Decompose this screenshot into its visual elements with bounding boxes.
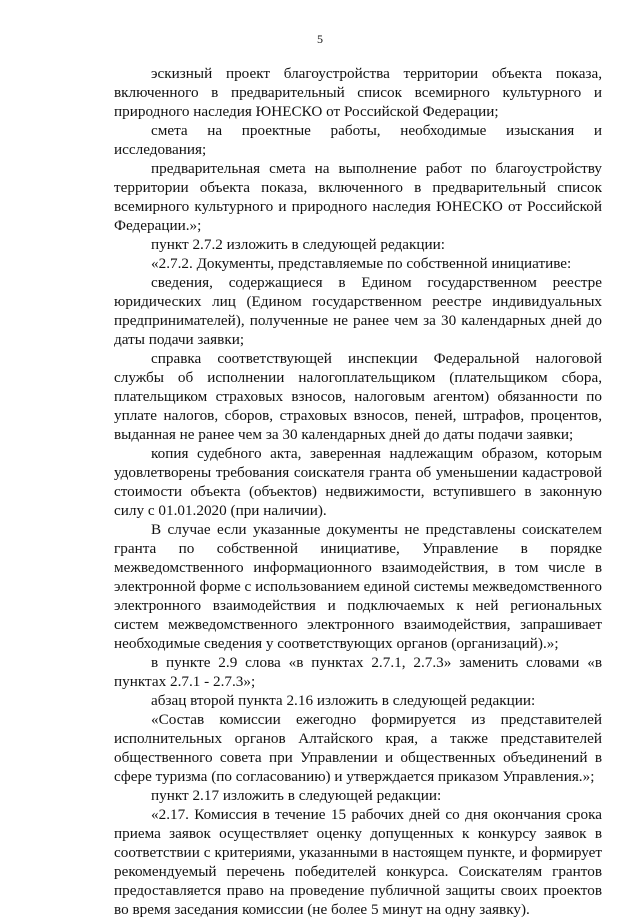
paragraph: пункт 2.7.2 изложить в следующей редакции: [151, 236, 445, 253]
paragraph: «2.17. Комиссия в течение 15 рабочих дней со дня окончания срока приема заявок осуществляет оценку допущенных к конкурсу заявок в соответствии с критериями, указанными в настоящем пункте, и формирует рекомендуемый перечень победителей конкурса. Соискателям грантов предоставляется право на проведение публичной защиты своих проектов во время заседания комиссии (не более 5 минут на одну заявку). [114, 806, 602, 918]
paragraph: эскизный проект благоустройства территории объекта показа, включенного в предварительный список всемирного культурного и природного наследия ЮНЕСКО от Российской Федерации; [114, 65, 602, 120]
paragraph: пункт 2.17 изложить в следующей редакции: [151, 787, 442, 804]
paragraph: «2.7.2. Документы, представляемые по собственной инициативе: [151, 255, 572, 272]
paragraph: копия судебного акта, заверенная надлежащим образом, которым удовлетворены требования соискателя гранта об уменьшении кадастровой стоимости объекта (объектов) недвижимости, вступившего в законную силу с 01.01.2020 (при наличии). [114, 445, 602, 519]
paragraph: В случае если указанные документы не представлены соискателем гранта по собственной инициативе, Управление в порядке межведомственного информационного взаимодействия, в том числе в электронной форме с использованием единой системы межведомственного электронного взаимодействия и подключаемых к ней региональных систем межведомственного электронного взаимодействия, запрашивает необходимые сведения у соответствующих органов (организаций).»; [114, 521, 602, 652]
paragraph: абзац второй пункта 2.16 изложить в следующей редакции: [151, 692, 536, 709]
page-number: 5 [317, 32, 323, 46]
paragraph: «Состав комиссии ежегодно формируется из представителей исполнительных органов Алтайского края, а также представителей общественного совета при Управлении и общественных объединений в сфере туризма (по согласованию) и утверждается приказом Управления.»; [114, 711, 602, 785]
paragraph: в пункте 2.9 слова «в пунктах 2.7.1, 2.7.3» заменить словами «в пунктах 2.7.1 - 2.7.3»; [114, 654, 602, 690]
document-body [114, 64, 602, 919]
paragraph: справка соответствующей инспекции Федеральной налоговой службы об исполнении налогоплательщиком (плательщиком сбора, плательщиком страховых взносов, налоговым агентом) обязанности по уплате налогов, сборов, страховых взносов, пеней, штрафов, процентов, выданная не ранее чем за 30 календарных дней до даты подачи заявки; [114, 350, 602, 443]
paragraph: сведения, содержащиеся в Едином государственном реестре юридических лиц (Едином государственном реестре индивидуальных предпринимателей), полученные не ранее чем за 30 календарных дней до даты подачи заявки; [114, 274, 602, 348]
paragraph: смета на проектные работы, необходимые изыскания и исследования; [114, 122, 602, 158]
paragraph: предварительная смета на выполнение работ по благоустройству территории объекта показа, включенного в предварительный список всемирного культурного и природного наследия ЮНЕСКО от Российской Федерации.»; [114, 160, 602, 234]
